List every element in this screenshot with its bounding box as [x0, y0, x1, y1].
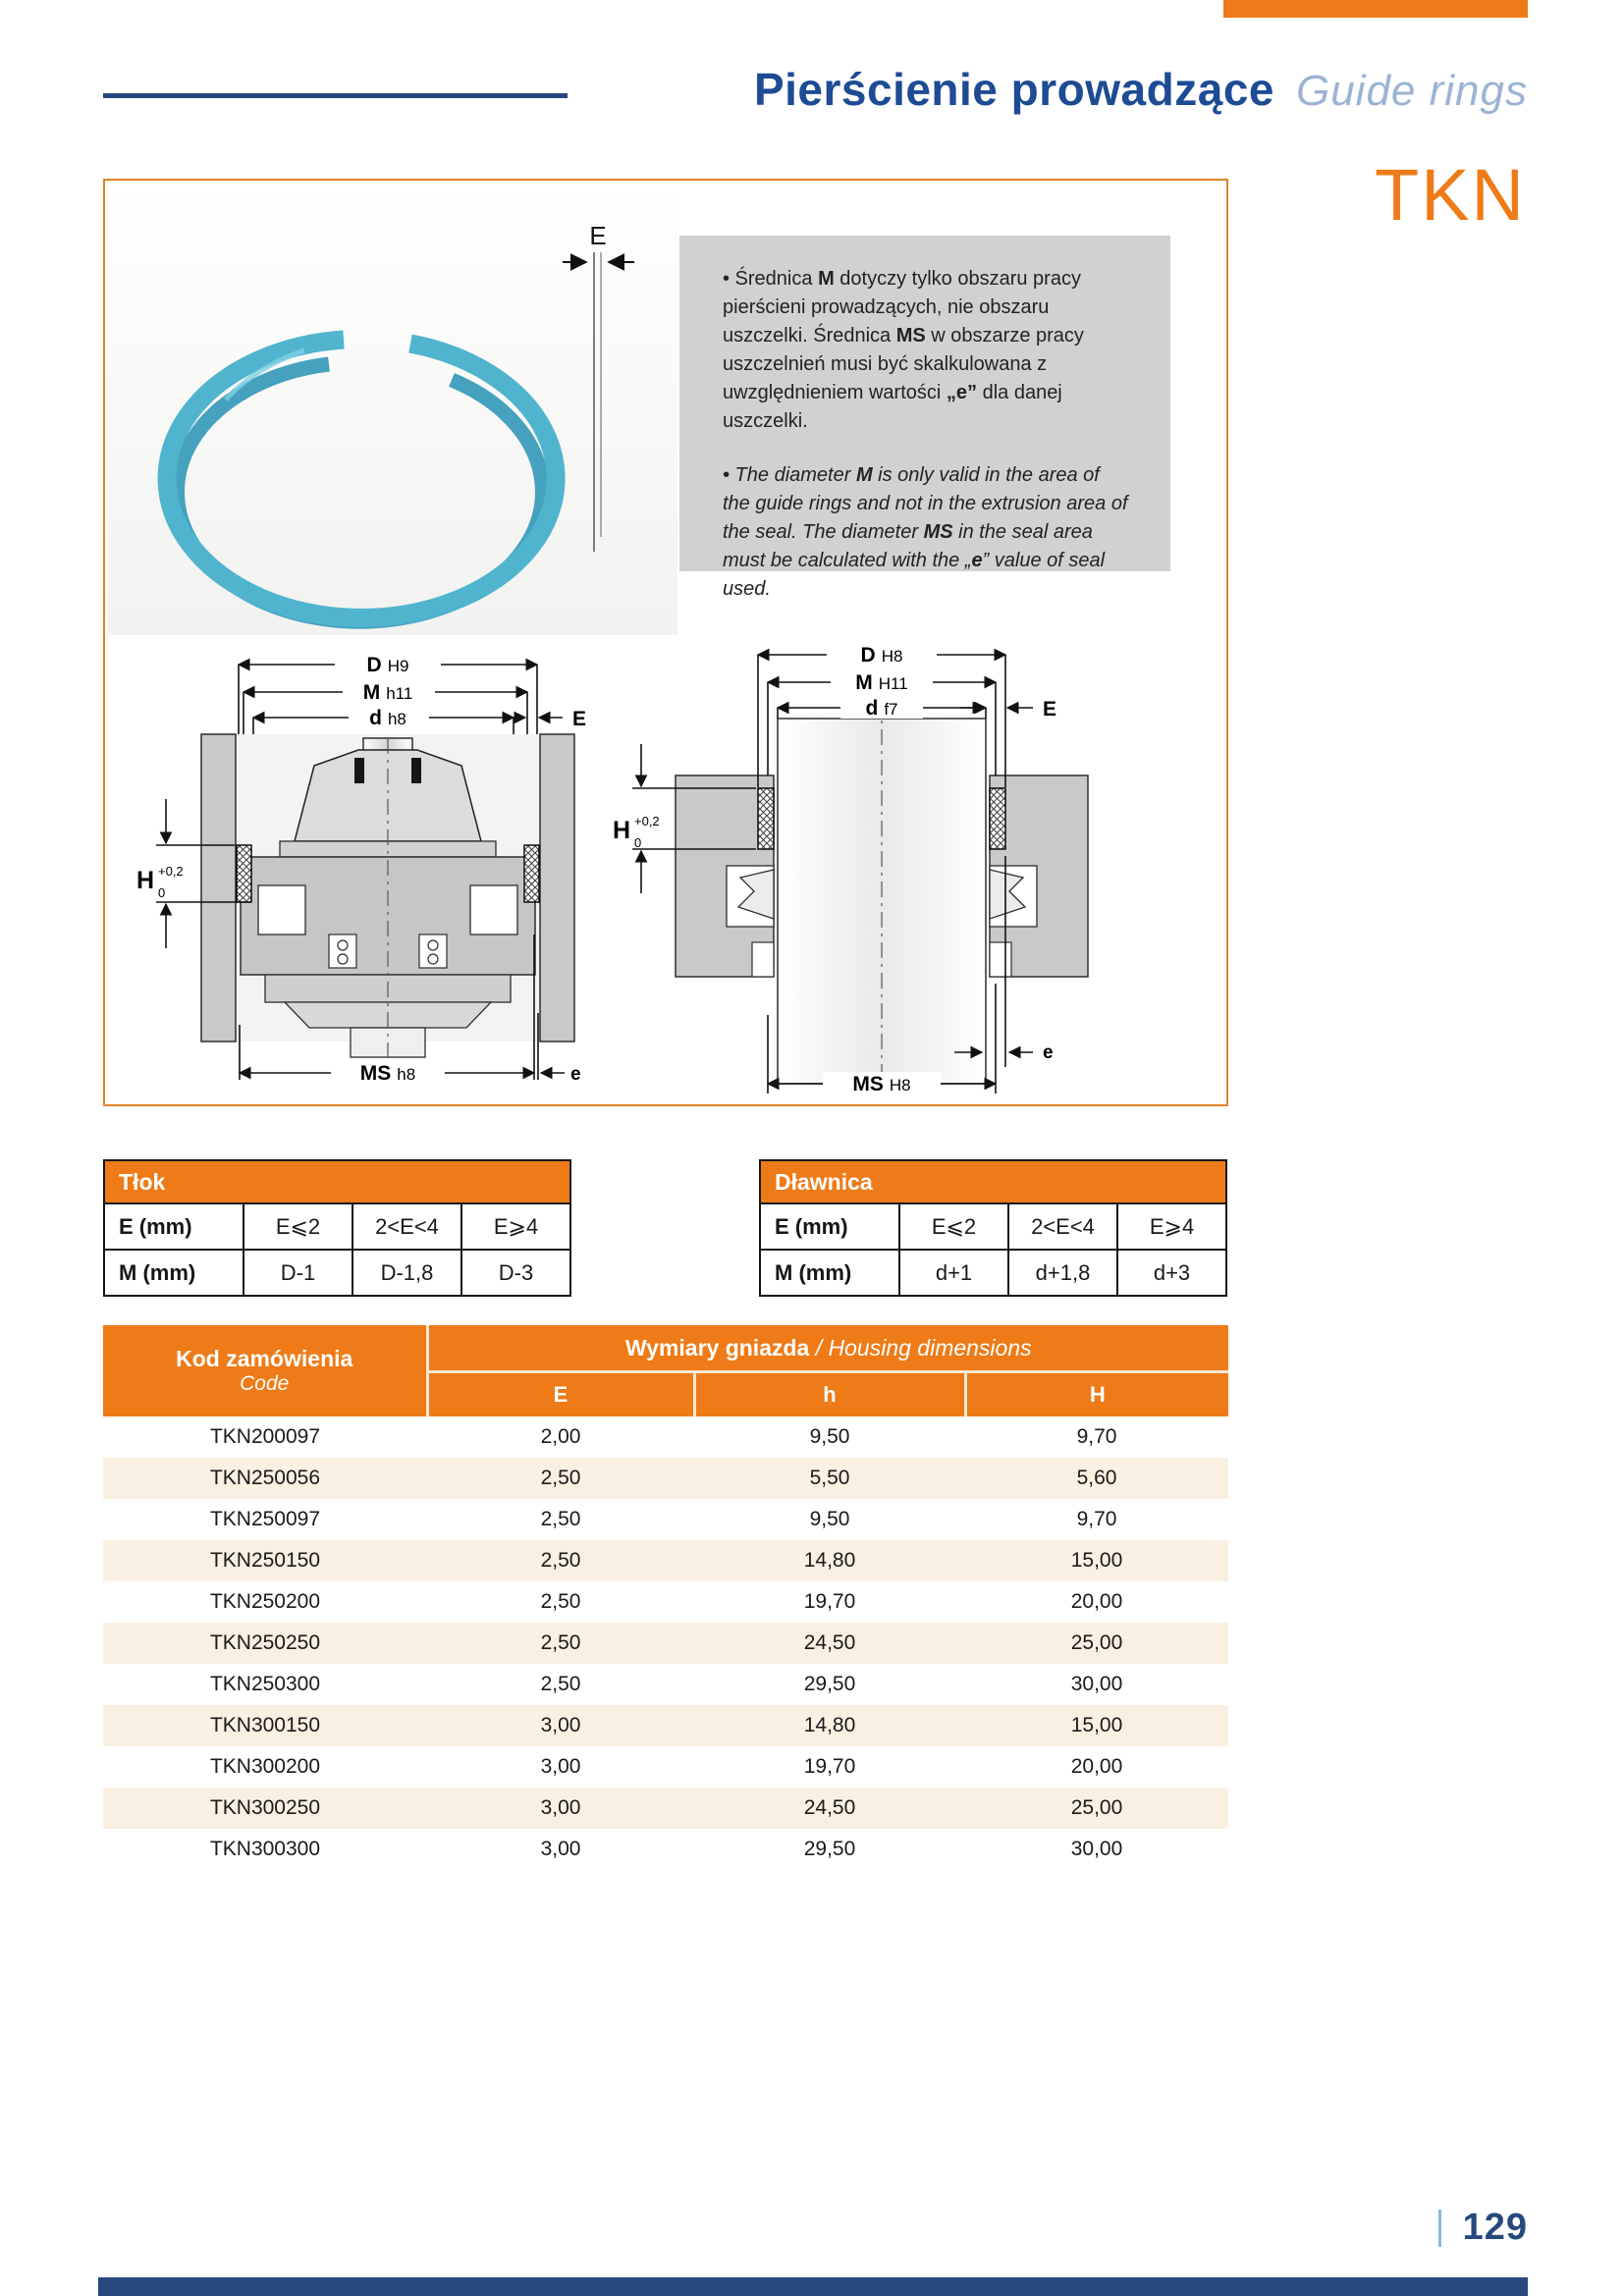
value-cell: d+1,8 — [1008, 1250, 1117, 1296]
dimension-cell: 2,50 — [540, 1508, 581, 1530]
table-row — [103, 1623, 1228, 1664]
page-number — [1438, 2207, 1528, 2249]
dimension-cell: 9,50 — [809, 1508, 850, 1530]
dimension-cell: 5,50 — [694, 1458, 965, 1499]
value-cell: E⩽2 — [899, 1203, 1008, 1250]
order-code-cell: TKN200097 — [209, 1425, 321, 1448]
note-polish: • Średnica M dotyczy tylko obszaru pracy pierścieni prowadzących, nie obszaru uszczelki. Średnica MS w obszarze pracy uszczelnień musi być skalkulowana z uwzględnieniem wartości „e” dla danej uszczelki. — [723, 268, 1084, 432]
order-code-header-en: Code — [240, 1371, 290, 1395]
col-header-h: h — [694, 1372, 965, 1417]
gland-table-title: Dławnica — [760, 1160, 1226, 1203]
table-row — [103, 1581, 1228, 1623]
order-code-header-pl: Kod zamówienia — [176, 1345, 353, 1371]
dimension-cell: 24,50 — [694, 1623, 965, 1664]
dimension-cell: 3,00 — [427, 1705, 694, 1746]
page-title-en: Guide rings — [1295, 67, 1528, 115]
order-code-cell: TKN250250 — [103, 1623, 427, 1664]
dimension-cell: 5,60 — [965, 1458, 1228, 1499]
dimension-cell: 2,50 — [540, 1673, 581, 1695]
dimension-cell: 2,50 — [427, 1458, 694, 1499]
dim-d: d f7 — [865, 697, 898, 720]
value-cell: E⩾4 — [1117, 1203, 1226, 1250]
cylinder-wall-left — [201, 734, 236, 1041]
dimension-cell: 15,00 — [965, 1705, 1228, 1746]
dim-e-small: e — [1043, 1042, 1054, 1063]
value-cell: E⩽2 — [244, 1203, 352, 1250]
dim-D: D H8 — [860, 644, 903, 667]
cylinder-wall-right — [540, 734, 574, 1041]
row-label: E (mm) — [760, 1203, 899, 1250]
page-title — [550, 63, 1528, 116]
page-number-value: 129 — [1462, 2207, 1528, 2248]
page-title-pl: Pierścienie prowadzące — [753, 64, 1274, 115]
guide-ring-left — [758, 788, 774, 849]
table-row — [104, 1250, 570, 1296]
bottom-accent-bar — [98, 2277, 1528, 2296]
dim-H-sup: +0,2 — [634, 814, 660, 828]
wiper-right — [990, 942, 1011, 977]
dimension-cell: 9,50 — [809, 1425, 850, 1448]
dim-E: E — [1043, 698, 1057, 721]
table-row — [760, 1203, 1226, 1250]
row-label: M (mm) — [104, 1250, 244, 1296]
piston-table-title: Tłok — [104, 1160, 570, 1203]
value-cell: D-1,8 — [352, 1250, 461, 1296]
piston-diagram — [123, 640, 604, 1092]
gland-dimension-table — [759, 1159, 1227, 1297]
col-header-E: E — [427, 1372, 694, 1417]
dimension-cell: 15,00 — [965, 1540, 1228, 1581]
header-rule — [103, 93, 568, 98]
dimension-cell: 2,50 — [427, 1623, 694, 1664]
row-label: E (mm) — [104, 1203, 244, 1250]
dimension-cell: 29,50 — [803, 1673, 856, 1695]
dimension-cell: 19,70 — [803, 1590, 856, 1613]
table-row — [103, 1746, 1228, 1788]
note-english: • The diameter M is only valid in the area of the guide rings and not in the extrusion area of the seal. The diameter MS in the seal area must be calculated with the „e” value of seal used. — [723, 464, 1128, 600]
order-code-header — [103, 1325, 427, 1416]
dimension-cell: 24,50 — [694, 1788, 965, 1829]
order-code-cell: TKN250200 — [209, 1590, 321, 1613]
col-header-H: H — [965, 1372, 1228, 1417]
dim-MS: MS h8 — [359, 1062, 416, 1085]
notes-box — [679, 236, 1170, 600]
dimension-cell: 25,00 — [965, 1623, 1228, 1664]
value-cell: E⩾4 — [461, 1203, 570, 1250]
value-cell: d+3 — [1117, 1250, 1226, 1296]
dim-E: E — [572, 708, 587, 730]
housing-dimensions-header: Wymiary gniazda / Housing dimensions — [427, 1325, 1228, 1372]
piston-dimension-table — [103, 1159, 571, 1297]
table-row — [103, 1416, 1228, 1458]
dimension-cell: 20,00 — [1070, 1590, 1123, 1613]
order-code-cell: TKN300250 — [103, 1788, 427, 1829]
table-row — [103, 1540, 1228, 1581]
table-row — [103, 1829, 1228, 1870]
dim-e-small: e — [570, 1064, 581, 1085]
dimension-cell: 19,70 — [803, 1755, 856, 1778]
product-code: TKN — [1375, 154, 1526, 236]
guide-ring-photo — [108, 184, 677, 635]
guide-ring-right — [524, 845, 539, 902]
order-code-cell: TKN250097 — [209, 1508, 321, 1530]
table-row — [103, 1499, 1228, 1540]
row-label: M (mm) — [760, 1250, 899, 1296]
piston-seal — [295, 750, 481, 841]
dimension-cell: 3,00 — [427, 1788, 694, 1829]
dimension-cell: 30,00 — [1070, 1673, 1123, 1695]
value-cell: D-3 — [461, 1250, 570, 1296]
value-cell: 2<E<4 — [1008, 1203, 1117, 1250]
dimension-cell: 14,80 — [694, 1705, 965, 1746]
dimension-cell: 20,00 — [1070, 1755, 1123, 1778]
dim-M: M H11 — [855, 671, 908, 694]
value-cell: d+1 — [899, 1250, 1008, 1296]
table-row — [104, 1203, 570, 1250]
dim-d: d h8 — [369, 707, 406, 729]
dimension-cell: 2,00 — [540, 1425, 581, 1448]
table-row — [103, 1458, 1228, 1499]
rod-diagram — [609, 630, 1100, 1103]
table-row — [103, 1664, 1228, 1705]
dimension-cell: 9,70 — [1076, 1425, 1117, 1448]
order-code-cell: TKN300150 — [103, 1705, 427, 1746]
wiper-left — [752, 942, 774, 977]
order-code-cell: TKN250300 — [209, 1673, 321, 1695]
dimension-cell: 3,00 — [540, 1838, 581, 1860]
table-row — [103, 1788, 1228, 1829]
order-code-cell: TKN300200 — [209, 1755, 321, 1778]
dim-H-sup: +0,2 — [158, 864, 184, 879]
dimension-cell: 14,80 — [694, 1540, 965, 1581]
guide-ring-right — [990, 788, 1005, 849]
dimension-cell: 2,50 — [427, 1540, 694, 1581]
top-accent-bar — [1223, 0, 1528, 18]
dim-H: H — [136, 867, 155, 894]
value-cell: 2<E<4 — [352, 1203, 461, 1250]
dim-H: H — [613, 817, 631, 844]
dimension-cell: 3,00 — [540, 1755, 581, 1778]
dimension-cell: 29,50 — [803, 1838, 856, 1860]
dimension-cell: 9,70 — [1076, 1508, 1117, 1530]
dim-M: M h11 — [362, 681, 413, 704]
page-number-separator — [1438, 2210, 1441, 2247]
dim-H-sub: 0 — [158, 885, 166, 900]
dimension-cell: 30,00 — [1070, 1838, 1123, 1860]
dimension-cell: 2,50 — [540, 1590, 581, 1613]
figure-box — [103, 179, 1228, 1106]
order-code-cell: TKN250150 — [103, 1540, 427, 1581]
dim-label-e: E — [589, 221, 607, 250]
dim-D: D H9 — [366, 654, 409, 676]
order-code-cell: TKN300300 — [209, 1838, 321, 1860]
dim-MS: MS H8 — [852, 1073, 911, 1095]
table-row — [103, 1705, 1228, 1746]
order-code-cell: TKN250056 — [103, 1458, 427, 1499]
value-cell: D-1 — [244, 1250, 352, 1296]
dim-H-sub: 0 — [634, 835, 642, 850]
table-row — [760, 1250, 1226, 1296]
dimension-cell: 25,00 — [965, 1788, 1228, 1829]
order-codes-table — [103, 1325, 1228, 1870]
guide-ring-left — [237, 845, 251, 902]
